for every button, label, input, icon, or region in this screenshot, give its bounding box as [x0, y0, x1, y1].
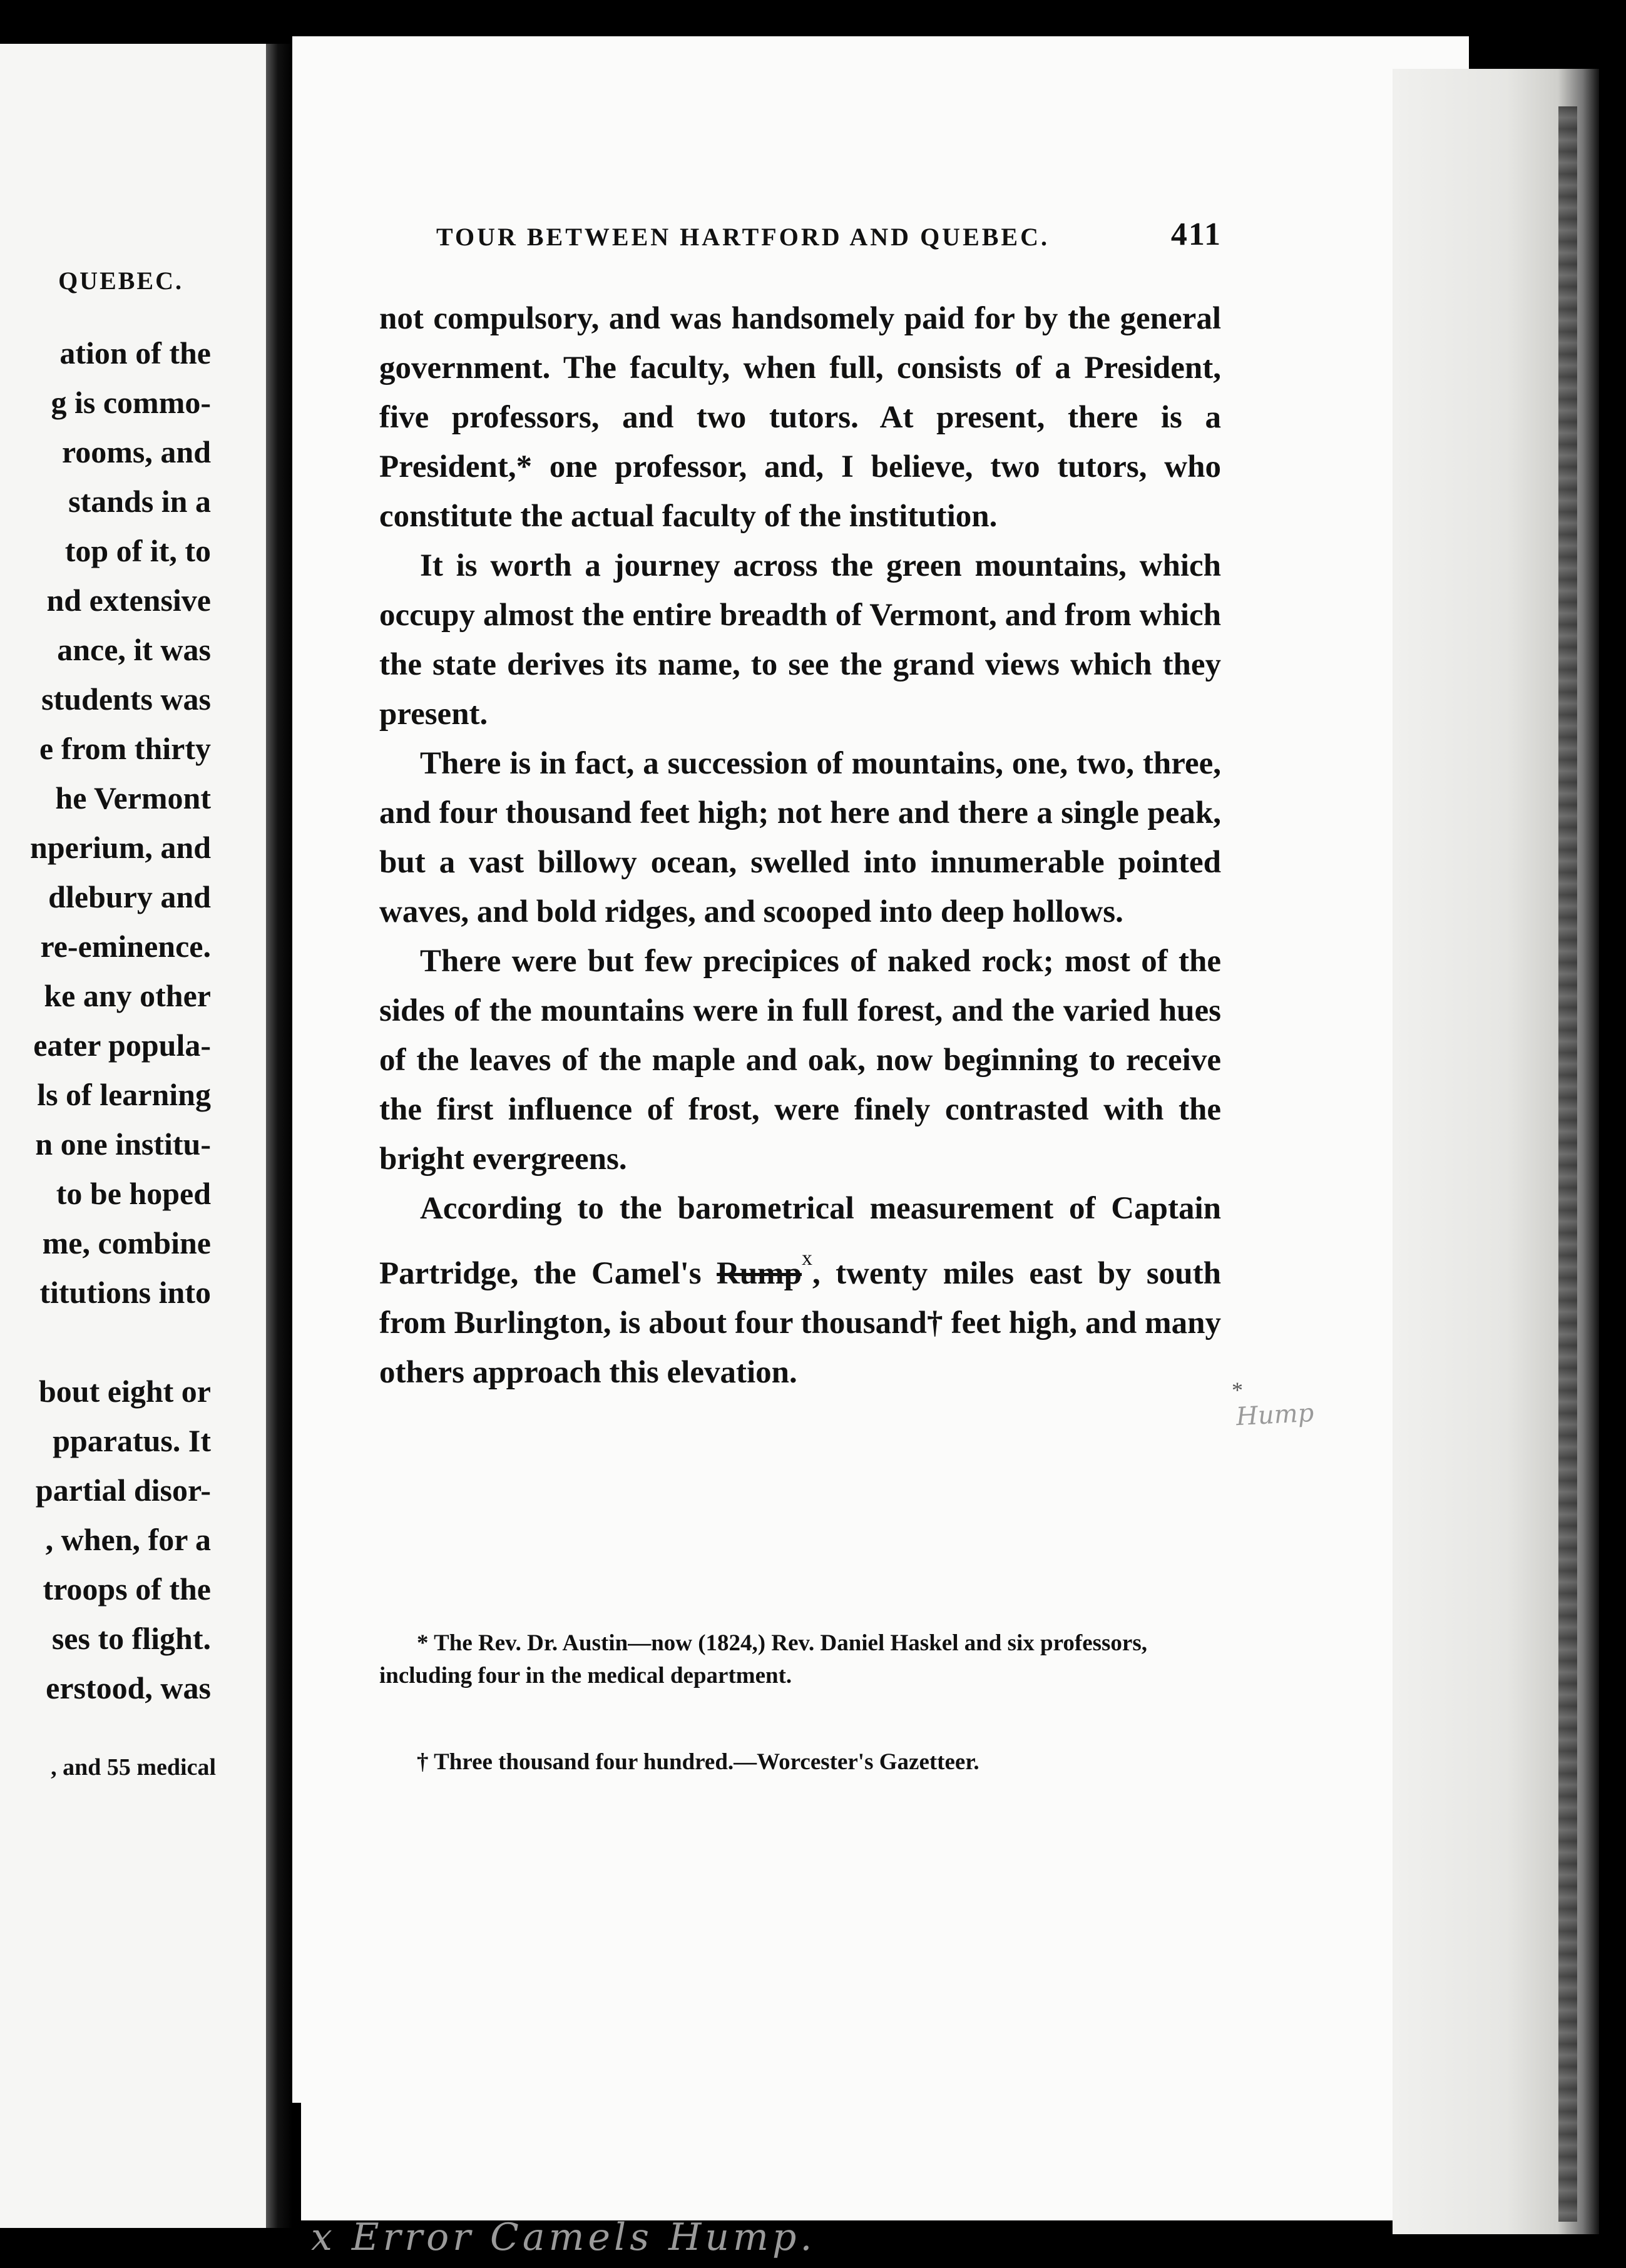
left-line: me, combine	[42, 1225, 211, 1260]
left-line: titutions into	[39, 1275, 211, 1310]
running-head	[436, 217, 1222, 252]
left-line: stands in a	[68, 484, 211, 519]
left-line: to be hoped	[56, 1176, 211, 1211]
left-line: he Vermont	[55, 780, 211, 815]
left-facing-page	[0, 44, 266, 2228]
left-line: nperium, and	[30, 830, 211, 865]
left-line: e from thirty	[39, 731, 211, 766]
left-footnote-fragment: , and 55 medical	[51, 1754, 216, 1780]
handwritten-bottom-note: x Error Camels Hump.	[311, 2215, 816, 2259]
left-line: re-eminence.	[40, 929, 211, 964]
paragraph-5-part-c: feet high, and many others approach this elevation.	[379, 1305, 1221, 1391]
page-number: 411	[1170, 217, 1222, 252]
left-line: ls of learning	[37, 1077, 211, 1112]
correction-mark: x	[802, 1247, 813, 1270]
left-line: pparatus. It	[53, 1423, 211, 1458]
left-page-text	[30, 329, 211, 1713]
body-text	[379, 294, 1221, 1397]
left-line: troops of the	[43, 1571, 211, 1606]
paragraph-5-part-b: , twenty miles east by south from Burlington, is about four thousand	[379, 1256, 1221, 1341]
paragraph-5-part-a: According to the barometrical measurement of Captain Partridge, the Camel's	[379, 1191, 1221, 1292]
left-line: erstood, was	[46, 1670, 211, 1705]
left-line: dlebury and	[48, 879, 211, 914]
paragraph-1: not compulsory, and was handsomely paid for by the general government. The faculty, when full, consists of a President, five professors, and two tutors. At present, there is a President,* one professor, and, I believe, two tutors, who constitute the actual faculty of the institution.	[379, 301, 1221, 534]
book-gutter	[266, 44, 292, 2228]
left-line: ke any other	[44, 978, 211, 1013]
footnote-2: † Three thousand four hundred.—Worcester's Gazetteer.	[417, 1749, 979, 1775]
left-line: g is commo-	[51, 385, 211, 420]
left-line: n one institu-	[35, 1126, 211, 1162]
left-paragraph-gap	[30, 1317, 211, 1367]
gutter-shadow	[292, 2103, 301, 2259]
left-line: ses to flight.	[51, 1621, 211, 1656]
paragraph-3: There is in fact, a succession of mountains, one, two, three, and four thousand feet high; not here and there a single peak, but a vast billowy ocean, swelled into innumerable pointed waves, and bold ridges, and scooped into deep hollows.	[379, 746, 1221, 929]
page-edge-shadow	[1558, 106, 1577, 2222]
left-line: eater popula-	[33, 1028, 211, 1063]
dagger-mark: †	[926, 1305, 943, 1341]
left-line: rooms, and	[61, 434, 211, 469]
running-head-title: TOUR BETWEEN HARTFORD AND QUEBEC.	[436, 223, 1050, 251]
left-line: top of it, to	[64, 533, 211, 568]
left-line: bout eight or	[39, 1374, 211, 1409]
paragraph-4: There were but few precipices of naked rock; most of the sides of the mountains were in full forest, and the varied hues of the leaves of the maple and oak, now beginning to receive the first influence of frost, were finely contrasted with the bright evergreens.	[379, 944, 1221, 1177]
left-running-head: QUEBEC.	[58, 267, 183, 295]
left-line: , when, for a	[45, 1522, 211, 1557]
paragraph-5	[379, 1184, 1221, 1397]
left-line: ation of the	[59, 335, 211, 370]
left-line: nd extensive	[46, 583, 211, 618]
footnote-1: * The Rev. Dr. Austin—now (1824,) Rev. Daniel Haskel and six professors, including four in the medical department.	[379, 1630, 1147, 1688]
handwritten-margin-note: Hump	[1235, 1398, 1315, 1432]
paragraph-2: It is worth a journey across the green mountains, which occupy almost the entire breadth of Vermont, and from which the state derives its name, to see the grand views which they present.	[379, 548, 1221, 732]
left-line: ance, it was	[57, 632, 211, 667]
left-line: students was	[41, 682, 211, 717]
left-line: partial disor-	[35, 1473, 211, 1508]
margin-asterisk: *	[1232, 1377, 1243, 1402]
struck-word: Rump	[716, 1256, 802, 1292]
